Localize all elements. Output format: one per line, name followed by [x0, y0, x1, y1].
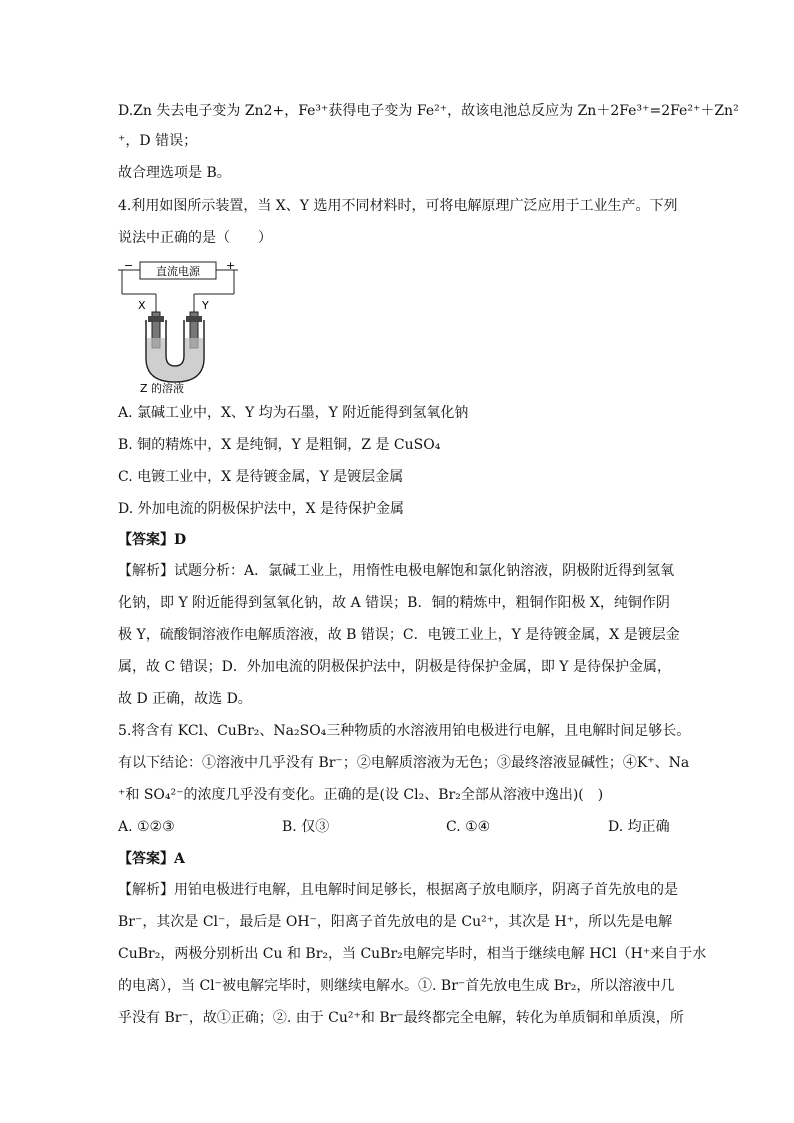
explanation-line: 故 D 正确，故选 D。	[118, 691, 252, 707]
option-D: D. 均正确	[608, 819, 670, 835]
electrode-y-label: Y	[202, 299, 209, 312]
text-line: 故合理选项是 B。	[118, 165, 231, 181]
option-C: C. 电镀工业中，X 是待镀金属，Y 是镀层金属	[118, 469, 404, 485]
electrolysis-apparatus-figure	[118, 258, 238, 394]
option-C: C. ①④	[446, 819, 491, 835]
question-5-stem: 5.将含有 KCl、CuBr₂、Na₂SO₄三种物质的水溶液用铂电极进行电解，且电解时间足够长。	[118, 723, 691, 739]
solution-label: Z 的溶液	[140, 382, 185, 394]
question-4-stem: 说法中正确的是（ ）	[118, 230, 272, 246]
explanation-line: 【解析】用铂电极进行电解，且电解时间足够长，根据离子放电顺序，阴离子首先放电的是	[118, 882, 678, 898]
explanation-line: Br⁻，其次是 Cl⁻，最后是 OH⁻，阳离子首先放电的是 Cu²⁺，其次是 H⁺，所以先是电解	[118, 914, 673, 930]
explanation-line: 极 Y，硫酸铜溶液作电解质溶液，故 B 错误；C．电镀工业上，Y 是待镀金属，X 是镀层金	[118, 627, 680, 643]
explanation-line: 属，故 C 错误；D．外加电流的阴极保护法中，阴极是待保护金属，即 Y 是待保护金属，	[118, 659, 671, 675]
answer-label: 【答案】D	[118, 532, 187, 548]
electrode-x-label: X	[138, 299, 146, 312]
negative-terminal-label: −	[124, 259, 134, 272]
option-D: D. 外加电流的阴极保护法中，X 是待保护金属	[118, 501, 405, 517]
option-B: B. 铜的精炼中，X 是纯铜，Y 是粗铜，Z 是 CuSO₄	[118, 437, 441, 453]
positive-terminal-label: +	[226, 259, 236, 272]
question-5-stem: 有以下结论：①溶液中几乎没有 Br⁻；②电解质溶液为无色；③最终溶液显碱性；④K⁺、Na	[118, 755, 690, 771]
power-source-label: 直流电源	[156, 265, 200, 278]
text-line: D.Zn 失去电子变为 Zn2+，Fe³⁺获得电子变为 Fe²⁺，故该电池总反应为 Zn＋2Fe³⁺=2Fe²⁺＋Zn²	[118, 103, 739, 119]
option-A: A. 氯碱工业中，X、Y 均为石墨，Y 附近能得到氢氧化钠	[118, 405, 469, 421]
explanation-line: CuBr₂，两极分别析出 Cu 和 Br₂，当 CuBr₂电解完毕时，相当于继续电解 HCl（H⁺来自于水	[118, 946, 707, 962]
question-4-stem: 4.利用如图所示装置，当 X、Y 选用不同材料时，可将电解原理广泛应用于工业生产。下列	[118, 198, 678, 214]
answer-label: 【答案】A	[118, 851, 185, 867]
explanation-line: 【解析】试题分析：A．氯碱工业上，用惰性电极电解饱和氯化钠溶液，阴极附近得到氢氧	[118, 563, 675, 579]
explanation-line: 化钠，即 Y 附近能得到氢氧化钠，故 A 错误；B．铜的精炼中，粗铜作阳极 X，纯铜作阴	[118, 595, 670, 611]
option-B: B. 仅③	[282, 819, 330, 835]
text-line: ⁺，D 错误；	[118, 133, 198, 149]
explanation-line: 的电离），当 Cl⁻被电解完毕时，则继续电解水。①. Br⁻首先放电生成 Br₂，所以溶液中几	[118, 978, 675, 994]
explanation-line: 乎没有 Br⁻，故①正确；②. 由于 Cu²⁺和 Br⁻最终都完全电解，转化为单质铜和单质溴，所	[118, 1010, 684, 1026]
question-5-stem: ⁺和 SO₄²⁻的浓度几乎没有变化。正确的是(设 Cl₂、Br₂全部从溶液中逸出)( )	[118, 787, 604, 803]
option-A: A. ①②③	[118, 819, 175, 835]
